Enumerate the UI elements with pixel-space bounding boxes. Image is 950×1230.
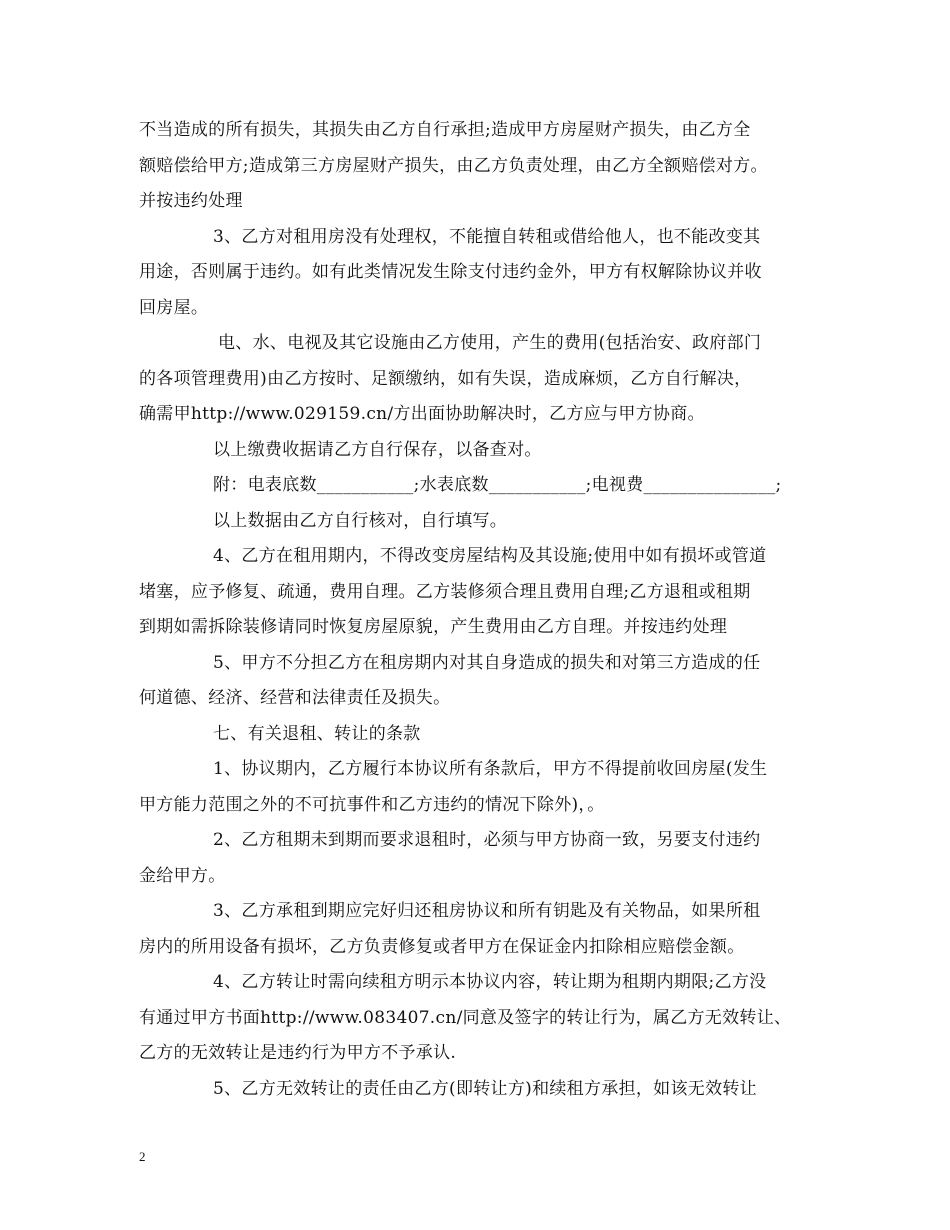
text-line: 确需甲http://www.029159.cn/方出面协助解决时，乙方应与甲方协商。: [139, 404, 705, 424]
text-line: 不当造成的所有损失，其损失由乙方自行承担;造成甲方房屋财产损失，由乙方全: [139, 120, 751, 140]
text-line: 附：电表底数___________;水表底数___________;电视费_______________;: [213, 475, 782, 495]
text-line: 以上缴费收据请乙方自行保存，以备查对。: [213, 440, 542, 460]
text-line: 5、甲方不分担乙方在租房期内对其自身造成的损失和对第三方造成的任: [213, 653, 761, 673]
text-line: 房内的所用设备有损坏，乙方负责修复或者甲方在保证金内扣除相应赔偿金额。: [139, 937, 745, 957]
section-heading: 七、有关退租、转让的条款: [213, 724, 421, 744]
text-line: 5、乙方无效转让的责任由乙方(即转让方)和续租方承担，如该无效转让: [213, 1079, 757, 1099]
text-line: 金给甲方。: [139, 866, 226, 886]
text-line: 回房屋。: [139, 298, 209, 318]
text-line: 以上数据由乙方自行核对，自行填写。: [213, 511, 508, 531]
text-line: 3、乙方对租用房没有处理权，不能擅自转租或借给他人，也不能改变其: [213, 227, 761, 247]
text-line: 堵塞，应予修复、疏通，费用自理。乙方装修须合理且费用自理;乙方退租或租期: [139, 582, 751, 602]
text-line: 额赔偿给甲方;造成第三方房屋财产损失，由乙方负责处理，由乙方全额赔偿对方。: [139, 156, 768, 176]
text-line: 的各项管理费用)由乙方按时、足额缴纳，如有失误，造成麻烦，乙方自行解决，: [139, 369, 752, 389]
text-line: 到期如需拆除装修请同时恢复房屋原貌，产生费用由乙方自理。并按违约处理: [139, 617, 728, 637]
text-line: 有通过甲方书面http://www.083407.cn/同意及签字的转让行为，属乙方无效转让、: [139, 1008, 792, 1028]
text-line: 2、乙方租期未到期而要求退租时，必须与甲方协商一致，另要支付违约: [213, 830, 761, 850]
text-line: 3、乙方承租到期应完好归还租房协议和所有钥匙及有关物品，如果所租: [213, 901, 761, 921]
text-line: 甲方能力范围之外的不可抗事件和乙方违约的情况下除外)，。: [139, 795, 605, 815]
text-line: 并按违约处理: [139, 191, 243, 211]
text-line: 4、乙方转让时需向续租方明示本协议内容，转让期为租期内期限;乙方没: [213, 972, 767, 992]
text-line: 4、乙方在租用期内，不得改变房屋结构及其设施;使用中如有损坏或管道: [213, 546, 767, 566]
text-line: 乙方的无效转让是违约行为甲方不予承认.: [139, 1043, 457, 1063]
text-line: 用途，否则属于违约。如有此类情况发生除支付违约金外，甲方有权解除协议并收: [139, 262, 762, 282]
text-line: 1、协议期内，乙方履行本协议所有条款后，甲方不得提前收回房屋(发生: [213, 759, 768, 779]
page-number: 2: [139, 1149, 146, 1164]
text-line: 何道德、经济、经营和法律责任及损失。: [139, 688, 451, 708]
text-line: 电、水、电视及其它设施由乙方使用，产生的费用(包括治安、政府部门: [218, 333, 762, 353]
